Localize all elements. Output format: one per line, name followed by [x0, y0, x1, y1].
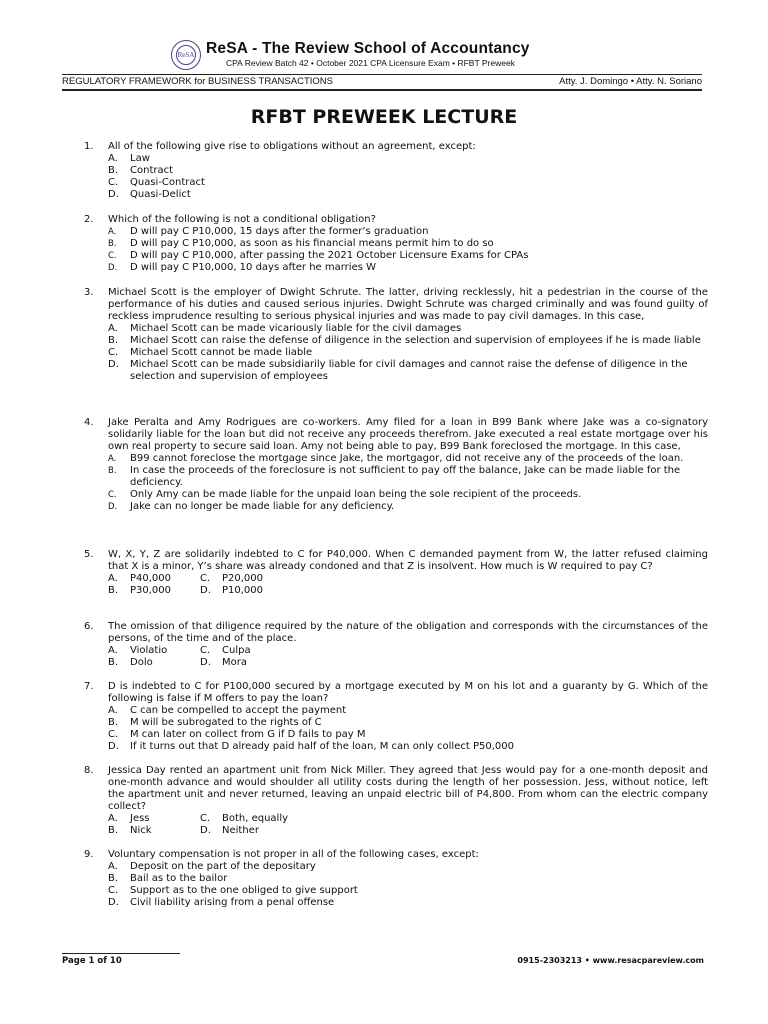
logo-seal: ReSA	[176, 45, 196, 65]
option	[108, 741, 708, 753]
option-text: Jake can no longer be made liable for any deficiency.	[130, 501, 395, 512]
option-letter: A.	[108, 705, 118, 716]
option-text: D will pay C P10,000, 15 days after the former’s graduation	[130, 226, 429, 237]
option	[200, 585, 320, 597]
option-text: P20,000	[222, 573, 264, 584]
option	[108, 825, 200, 837]
option-letter: C.	[200, 573, 211, 584]
question-text: The omission of that diligence required by the nature of the obligation and corresponds with the circumstances of the persons, of the time and of the place.	[108, 621, 708, 644]
option	[108, 573, 200, 585]
question-text: W, X, Y, Z are solidarily indebted to C for P40,000. When C demanded payment from W, the latter refused claiming that X is a minor, Y’s share was already condoned and that Z is insolvent. How much is W required to pay C?	[108, 549, 708, 572]
question-text: D is indebted to C for P100,000 secured by a mortgage executed by M on his lot and a guaranty by G. Which of the following is false if M offers to pay the loan?	[108, 681, 708, 704]
contact-info: 0915-2303213 • www.resacpareview.com	[517, 956, 704, 965]
option-text: Neither	[222, 825, 259, 836]
option	[108, 585, 200, 597]
footer-rule	[62, 953, 180, 954]
option-text: Culpa	[222, 645, 251, 656]
option-letter: B.	[108, 466, 117, 476]
option	[108, 705, 708, 717]
question-7	[84, 681, 708, 753]
question-4	[84, 417, 708, 513]
option-text: Only Amy can be made liable for the unpaid loan being the sole recipient of the proceeds.	[130, 489, 582, 500]
option	[200, 645, 320, 657]
question-1	[84, 141, 708, 201]
resa-logo	[171, 40, 201, 70]
option-text: C can be compelled to accept the payment	[130, 705, 347, 716]
option-text: M will be subrogated to the rights of C	[130, 717, 322, 728]
option-text: Law	[130, 153, 150, 164]
option-letter: B.	[108, 825, 119, 836]
option-letter: C.	[200, 645, 211, 656]
option-text: Nick	[130, 825, 152, 836]
option	[108, 885, 708, 897]
option-text: D will pay C P10,000, as soon as his financial means permit him to do so	[130, 238, 494, 249]
option-letter: A.	[108, 227, 117, 237]
question-8	[84, 765, 708, 837]
option-text: Violatio	[130, 645, 168, 656]
option-letter: C.	[108, 251, 117, 261]
option-text: D will pay C P10,000, after passing the 2021 October Licensure Exams for CPAs	[130, 250, 529, 261]
option-letter: D.	[108, 502, 118, 512]
option	[108, 645, 200, 657]
option-letter: A.	[108, 645, 118, 656]
option-letter: D.	[108, 359, 119, 370]
option	[108, 453, 708, 465]
question-number: 6.	[84, 621, 94, 632]
option-letter: D.	[200, 657, 211, 668]
question-text: Which of the following is not a conditional obligation?	[108, 214, 376, 225]
question-number: 9.	[84, 849, 94, 860]
option-text: P30,000	[130, 585, 172, 596]
option-text: Quasi-Contract	[130, 177, 205, 188]
question-text: Michael Scott is the employer of Dwight Schrute. The latter, driving recklessly, hit a pedestrian in the course of the performance of his duties and caused serious injuries. Dwight Schrute was charged criminally and was found guilty of reckless imprudence resulting to serious physical injuries and was made to pay civil damages. In this case,	[108, 287, 708, 322]
page-title: RFBT PREWEEK LECTURE	[250, 106, 518, 128]
option-letter: B.	[108, 873, 119, 884]
course-name: REGULATORY FRAMEWORK for BUSINESS TRANSACTIONS	[62, 76, 333, 87]
option	[108, 250, 708, 262]
option	[108, 189, 708, 201]
option-letter: A.	[108, 323, 118, 334]
option-letter: D.	[200, 585, 211, 596]
option-letter: D.	[108, 189, 119, 200]
option-text: Michael Scott can be made subsidiarily liable for civil damages and cannot raise the defense of diligence in the selection and supervision of employees	[130, 359, 688, 382]
option	[108, 226, 708, 238]
option-text: P10,000	[222, 585, 264, 596]
option	[108, 873, 708, 885]
option-letter: A.	[108, 153, 118, 164]
option-letter: C.	[108, 490, 117, 500]
option-letter: A.	[108, 454, 117, 464]
option-text: Michael Scott can raise the defense of diligence in the selection and supervision of employees if he is made liable	[130, 335, 701, 346]
course-bar	[62, 74, 702, 91]
question-number: 8.	[84, 765, 94, 776]
question-2	[84, 214, 708, 274]
question-number: 2.	[84, 214, 94, 225]
option-letter: D.	[108, 263, 118, 273]
question-number: 4.	[84, 417, 94, 428]
option-letter: D.	[108, 897, 119, 908]
question-text: Voluntary compensation is not proper in all of the following cases, except:	[108, 849, 479, 860]
option-letter: B.	[108, 165, 119, 176]
option-text: Deposit on the part of the depositary	[130, 861, 316, 872]
option-text: Michael Scott cannot be made liable	[130, 347, 313, 358]
question-9	[84, 849, 708, 909]
option	[108, 897, 708, 909]
option-letter: C.	[108, 347, 119, 358]
option-letter: C.	[108, 729, 119, 740]
question-number: 1.	[84, 141, 94, 152]
option-text: If it turns out that D already paid half of the loan, M can only collect P50,000	[130, 741, 514, 752]
school-title: ReSA - The Review School of Accountancy	[206, 40, 530, 57]
option	[108, 262, 708, 274]
option-letter: B.	[108, 657, 119, 668]
page-number: Page 1 of 10	[62, 956, 122, 966]
option-text: Support as to the one obliged to give support	[130, 885, 358, 896]
option	[108, 165, 708, 177]
authors: Atty. J. Domingo • Atty. N. Soriano	[559, 76, 702, 87]
option-letter: C.	[108, 885, 119, 896]
option-letter: B.	[108, 585, 119, 596]
question-number: 5.	[84, 549, 94, 560]
option-letter: D.	[200, 825, 211, 836]
option-text: Dolo	[130, 657, 153, 668]
question-3	[84, 287, 708, 383]
option	[108, 177, 708, 189]
option-text: Michael Scott can be made vicariously liable for the civil damages	[130, 323, 462, 334]
option	[108, 465, 708, 489]
option-text: Both, equally	[222, 813, 289, 824]
option-text: P40,000	[130, 573, 172, 584]
option	[108, 153, 708, 165]
option-letter: A.	[108, 813, 118, 824]
option	[108, 347, 708, 359]
option-text: In case the proceeds of the foreclosure is not sufficient to pay off the balance, Jake can be made liable for the deficiency.	[130, 465, 681, 488]
option	[108, 335, 708, 347]
option-text: B99 cannot foreclose the mortgage since Jake, the mortgagor, did not receive any of the proceeds of the loan.	[130, 453, 684, 464]
option	[108, 717, 708, 729]
option-text: D will pay C P10,000, 10 days after he marries W	[130, 262, 376, 273]
option	[108, 813, 200, 825]
option-text: Civil liability arising from a penal offense	[130, 897, 335, 908]
option	[108, 489, 708, 501]
option-text: Quasi-Delict	[130, 189, 191, 200]
question-6	[84, 621, 708, 669]
option-text: M can later on collect from G if D fails to pay M	[130, 729, 366, 740]
question-number: 7.	[84, 681, 94, 692]
option-text: Jess	[130, 813, 150, 824]
option-letter: B.	[108, 239, 117, 249]
option	[108, 861, 708, 873]
option-letter: A.	[108, 861, 118, 872]
option	[108, 657, 200, 669]
option	[108, 501, 708, 513]
question-text: Jessica Day rented an apartment unit from Nick Miller. They agreed that Jess would pay for a one-month deposit and one-month advance and would shoulder all utility costs during the length of her possession. Jess, without notice, left the apartment unit and never returned, leaving an unpaid electric bill of P4,800. From whom can the electric company collect?	[108, 765, 708, 812]
option	[200, 825, 320, 837]
option-letter: C.	[200, 813, 211, 824]
option-text: Contract	[130, 165, 174, 176]
option-letter: D.	[108, 741, 119, 752]
option	[108, 323, 708, 335]
option-text: Bail as to the bailor	[130, 873, 228, 884]
question-text: All of the following give rise to obligations without an agreement, except:	[108, 141, 476, 152]
option	[200, 813, 320, 825]
question-number: 3.	[84, 287, 94, 298]
option-letter: B.	[108, 335, 119, 346]
option-text: Mora	[222, 657, 247, 668]
question-text: Jake Peralta and Amy Rodrigues are co-workers. Amy filed for a loan in B99 Bank where Jake was a co-signatory solidarily liable for the loan but did not receive any proceeds therefrom. Jake executed a real estate mortgage over his own real property to secure said loan. Amy not being able to pay, B99 Bank foreclosed the mortgage. In this case,	[108, 417, 708, 452]
school-subtitle: CPA Review Batch 42 • October 2021 CPA Licensure Exam • RFBT Preweek	[226, 58, 515, 68]
question-5	[84, 549, 708, 597]
option	[108, 238, 708, 250]
option	[200, 573, 320, 585]
option	[200, 657, 320, 669]
option-letter: C.	[108, 177, 119, 188]
option-letter: A.	[108, 573, 118, 584]
option-letter: B.	[108, 717, 119, 728]
option	[108, 359, 708, 383]
option	[108, 729, 708, 741]
